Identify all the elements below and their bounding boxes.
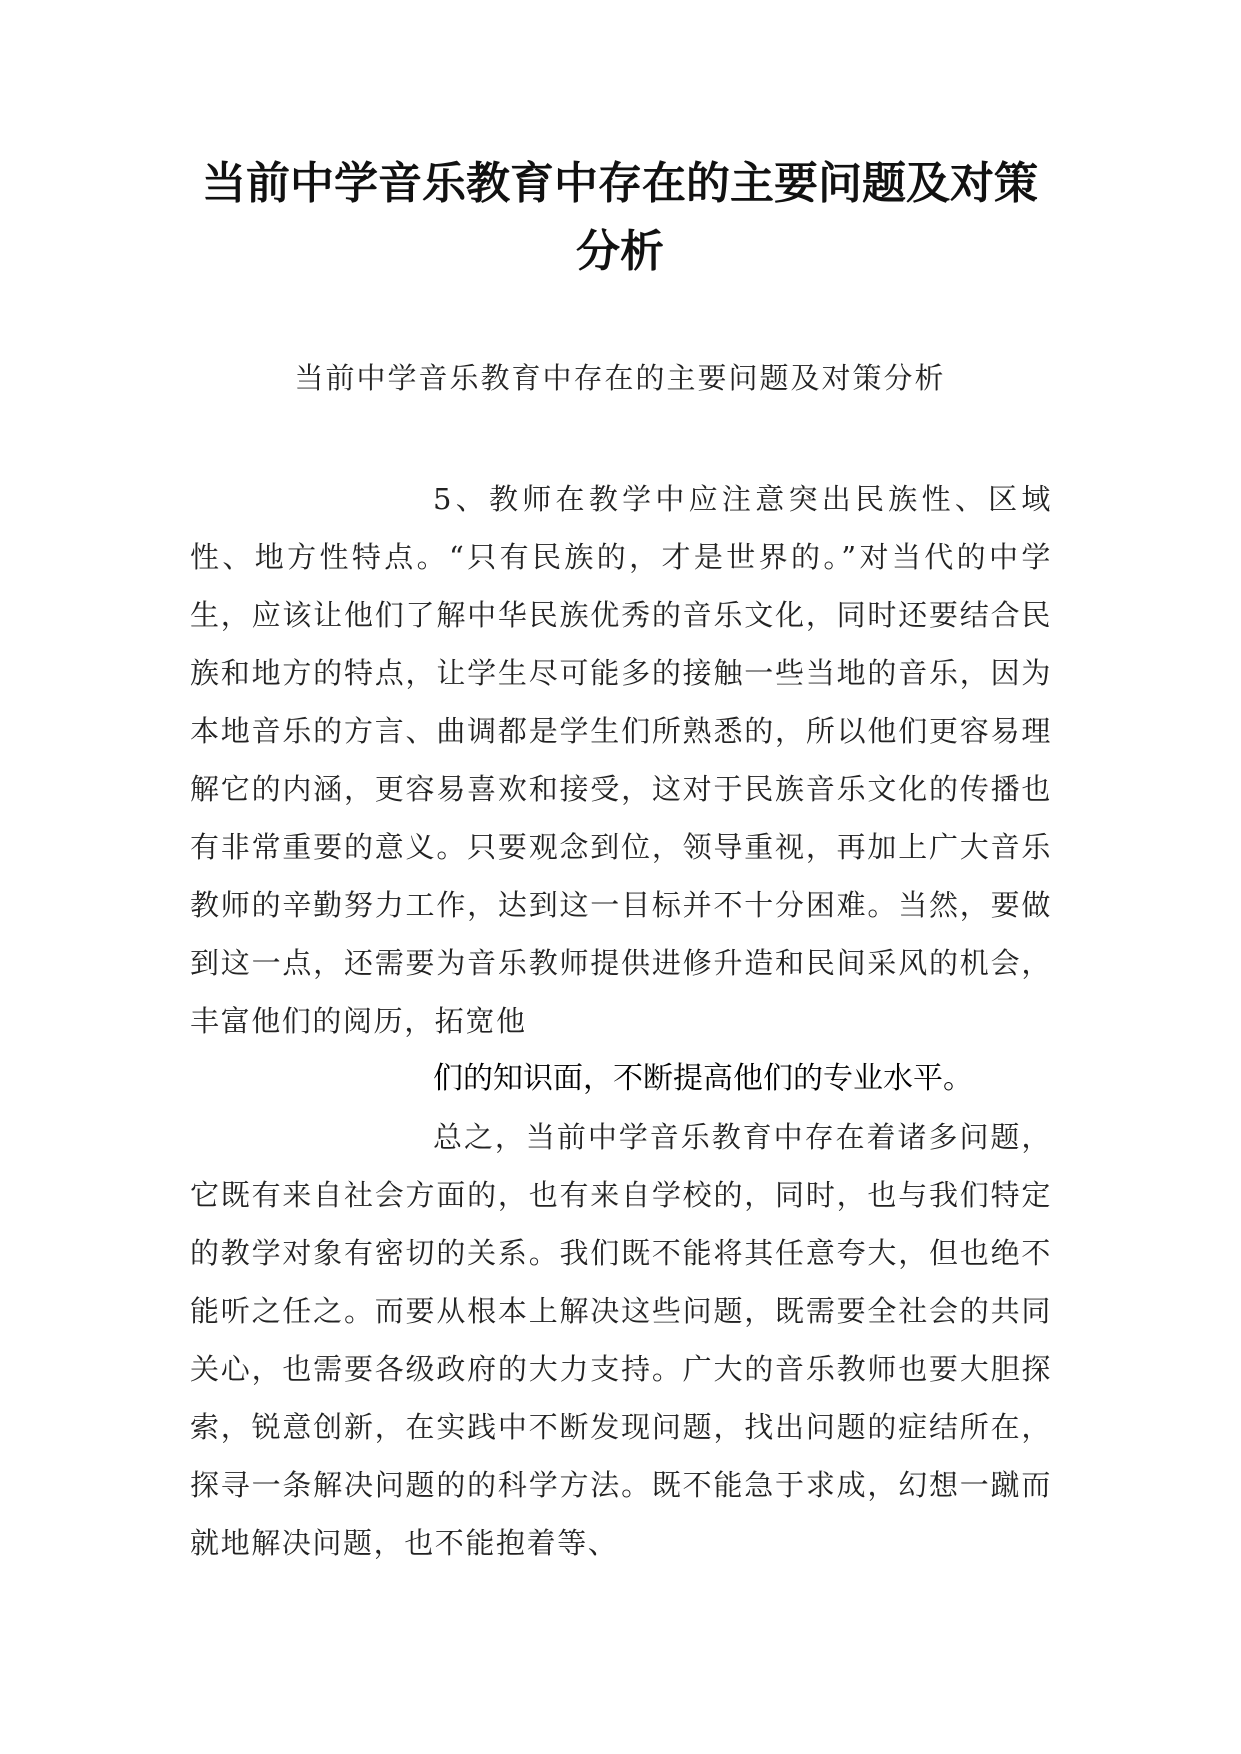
- document-subtitle: 当前中学音乐教育中存在的主要问题及对策分析: [294, 361, 946, 395]
- document-body: [190, 470, 1052, 1572]
- paragraph-conclusion: [190, 1108, 1052, 1572]
- paragraph-text: 5、教师在教学中应注意突出民族性、区域性、地方性特点。“只有民族的，才是世界的。”对当代的中学生，应该让他们了解中华民族优秀的音乐文化，同时还要结合民族和地方的特点，让学生尽可能多的接触一些当地的音乐，因为本地音乐的方言、曲调都是学生们所熟悉的，所以他们更容易理解它的内涵，更容易喜欢和接受，这对于民族音乐文化的传播也有非常重要的意义。只要观念到位，领导重视，再加上广大音乐教师的辛勤努力工作，达到这一目标并不十分困难。当然，要做到这一点，还需要为音乐教师提供进修升造和民间采风的机会，丰富他们的阅历，拓宽他: [190, 482, 1052, 1038]
- paragraph-text: 总之，当前中学音乐教育中存在着诸多问题，它既有来自社会方面的，也有来自学校的，同时，也与我们特定的教学对象有密切的关系。我们既不能将其任意夸大，但也绝不能听之任之。而要从根本上解决这些问题，既需要全社会的共同关心，也需要各级政府的大力支持。广大的音乐教师也要大胆探索，锐意创新，在实践中不断发现问题，找出问题的症结所在，探寻一条解决问题的的科学方法。既不能急于求成，幻想一蹴而就地解决问题，也不能抱着等、: [190, 1120, 1052, 1560]
- paragraph-teacher-ethnic-music: [190, 470, 1052, 1108]
- paragraph-tail-text: 们的知识面，不断提高他们的专业水平。: [433, 1061, 973, 1096]
- document-title: 当前中学音乐教育中存在的主要问题及对策分析: [202, 158, 1038, 277]
